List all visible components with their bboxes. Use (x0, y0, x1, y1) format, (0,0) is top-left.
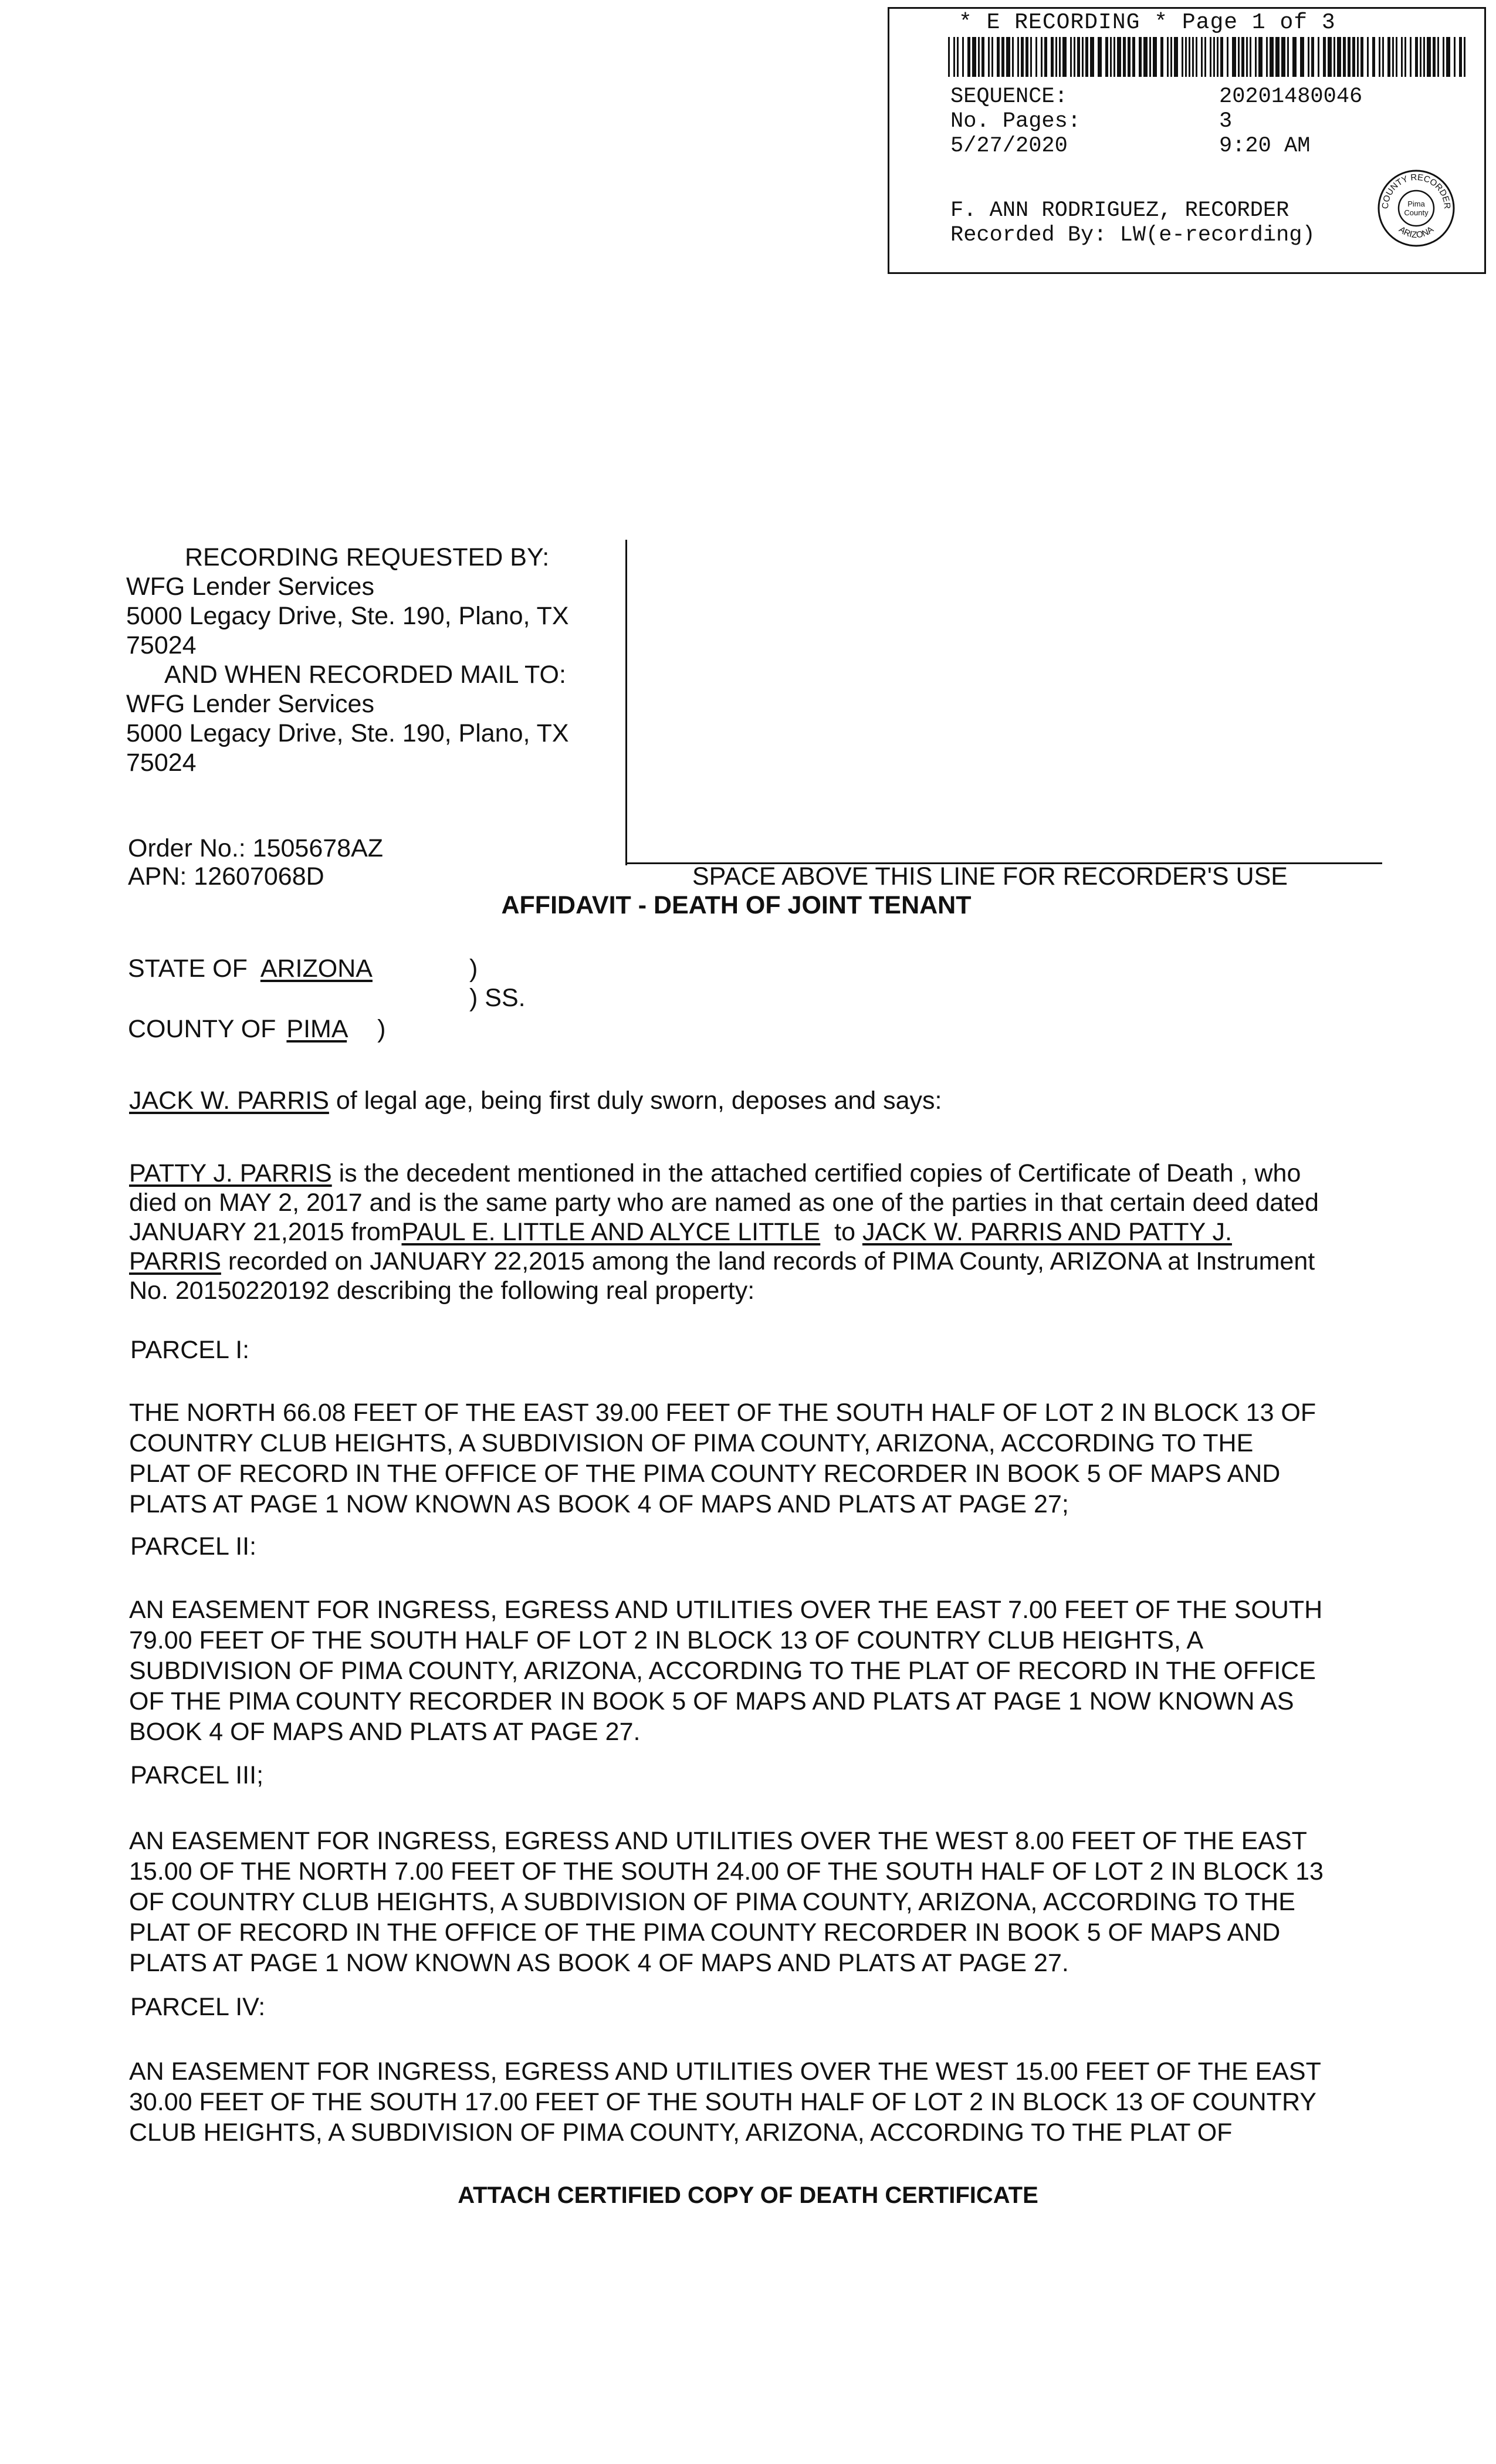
venue-paren-2: ) (377, 1015, 386, 1043)
seal-bottom-text: ARIZONA (1397, 224, 1436, 241)
mail-zip: 75024 (126, 749, 197, 777)
sequence-label: SEQUENCE: (950, 84, 1068, 109)
parcel-line: PLATS AT PAGE 1 NOW KNOWN AS BOOK 4 OF MAPS AND PLATS AT PAGE 27; (129, 1490, 1069, 1518)
requested-by-label: RECORDING REQUESTED BY: (185, 543, 550, 571)
county-value: PIMA (286, 1015, 347, 1043)
parcel-line: PLATS AT PAGE 1 NOW KNOWN AS BOOK 4 OF MAPS AND PLATS AT PAGE 27. (129, 1949, 1069, 1977)
seal-center-2: County (1404, 208, 1429, 217)
decedent-line3-prefix: JANUARY 21,2015 from (129, 1218, 402, 1246)
affiant-name: JACK W. PARRIS (129, 1087, 329, 1115)
parcel-line: COUNTRY CLUB HEIGHTS, A SUBDIVISION OF PIMA COUNTY, ARIZONA, ACCORDING TO THE (129, 1429, 1254, 1457)
venue-ss: ) SS. (469, 984, 526, 1012)
document-title: AFFIDAVIT - DEATH OF JOINT TENANT (501, 891, 972, 919)
decedent-name: PATTY J. PARRIS (129, 1159, 332, 1187)
mail-to-label: AND WHEN RECORDED MAIL TO: (164, 661, 566, 689)
parcel-3-description (129, 1826, 1396, 1978)
order-number: Order No.: 1505678AZ (128, 834, 384, 862)
recorder-box-divider (625, 540, 627, 865)
stamp-header: * E RECORDING * Page 1 of 3 (959, 10, 1336, 35)
sequence-value: 20201480046 (1219, 84, 1363, 109)
record-date: 5/27/2020 (950, 134, 1068, 158)
parcel-2-description (129, 1595, 1396, 1747)
parcel-line: PLAT OF RECORD IN THE OFFICE OF THE PIMA COUNTY RECORDER IN BOOK 5 OF MAPS AND (129, 1460, 1281, 1488)
parcel-line: PLAT OF RECORD IN THE OFFICE OF THE PIMA COUNTY RECORDER IN BOOK 5 OF MAPS AND (129, 1918, 1281, 1947)
recorded-by: Recorded By: LW(e-recording) (950, 223, 1315, 248)
seal-top-text: COUNTY RECORDER (1380, 172, 1453, 209)
parcel-line: AN EASEMENT FOR INGRESS, EGRESS AND UTILITIES OVER THE EAST 7.00 FEET OF THE SOUTH (129, 1596, 1323, 1624)
parcel-line: AN EASEMENT FOR INGRESS, EGRESS AND UTILITIES OVER THE WEST 8.00 FEET OF THE EAST (129, 1827, 1307, 1855)
parcel-line: THE NORTH 66.08 FEET OF THE EAST 39.00 FEET OF THE SOUTH HALF OF LOT 2 IN BLOCK 13 OF (129, 1399, 1316, 1427)
mail-name: WFG Lender Services (126, 690, 374, 718)
decedent-paragraph (129, 1159, 1396, 1305)
parcel-line: SUBDIVISION OF PIMA COUNTY, ARIZONA, ACCORDING TO THE PLAT OF RECORD IN THE OFFICE (129, 1657, 1316, 1685)
parcel-line: CLUB HEIGHTS, A SUBDIVISION OF PIMA COUNTY, ARIZONA, ACCORDING TO THE PLAT OF (129, 2118, 1233, 2147)
county-seal-icon (1375, 167, 1457, 249)
parcel-line: BOOK 4 OF MAPS AND PLATS AT PAGE 27. (129, 1718, 641, 1746)
footer-instruction: ATTACH CERTIFIED COPY OF DEATH CERTIFICATE (458, 2182, 1038, 2208)
seal-center-1: Pima (1407, 199, 1425, 208)
parcel-line: 30.00 FEET OF THE SOUTH 17.00 FEET OF THE SOUTH HALF OF LOT 2 IN BLOCK 13 OF COUNTRY (129, 2088, 1316, 2116)
requested-name: WFG Lender Services (126, 573, 374, 601)
parcel-1-heading: PARCEL I: (130, 1336, 250, 1364)
venue-state (128, 953, 373, 984)
decedent-line1: is the decedent mentioned in the attached certified copies of Certificate of Death , who (331, 1159, 1301, 1187)
venue-county (128, 1014, 385, 1044)
decedent-line2: died on MAY 2, 2017 and is the same party who are named as one of the parties in that certain deed dated (129, 1189, 1319, 1217)
parcel-3-heading: PARCEL III; (130, 1761, 264, 1789)
affiant-text: of legal age, being first duly sworn, deposes and says: (329, 1087, 942, 1115)
grantee-names-cont: PARRIS (129, 1247, 221, 1275)
recording-stamp (888, 7, 1486, 274)
decedent-line5: No. 20150220192 describing the following real property: (129, 1277, 755, 1305)
grantor-names: PAUL E. LITTLE AND ALYCE LITTLE (401, 1218, 821, 1246)
parcel-1-description (129, 1397, 1396, 1519)
decedent-line3-to: to (820, 1218, 862, 1246)
barcode (948, 37, 1470, 77)
record-time: 9:20 AM (1219, 134, 1311, 158)
decedent-line4: recorded on JANUARY 22,2015 among the land records of PIMA County, ARIZONA at Instrument (221, 1247, 1315, 1275)
parcel-line: AN EASEMENT FOR INGRESS, EGRESS AND UTILITIES OVER THE WEST 15.00 FEET OF THE EAST (129, 2057, 1321, 2086)
affiant-statement (129, 1085, 1396, 1116)
pages-value: 3 (1219, 109, 1233, 134)
apn: APN: 12607068D (128, 862, 324, 891)
parcel-2-heading: PARCEL II: (130, 1532, 257, 1561)
svg-text:ARIZONA (1397, 225, 1436, 241)
parcel-line: 79.00 FEET OF THE SOUTH HALF OF LOT 2 IN BLOCK 13 OF COUNTRY CLUB HEIGHTS, A (129, 1626, 1204, 1654)
parcel-line: OF COUNTRY CLUB HEIGHTS, A SUBDIVISION OF PIMA COUNTY, ARIZONA, ACCORDING TO THE (129, 1888, 1295, 1916)
mailing-block (126, 543, 595, 777)
state-value: ARIZONA (260, 955, 373, 983)
requested-zip: 75024 (126, 631, 197, 659)
state-label: STATE OF (128, 955, 248, 983)
parcel-4-heading: PARCEL IV: (130, 1993, 266, 2021)
requested-address: 5000 Legacy Drive, Ste. 190, Plano, TX (126, 602, 569, 630)
county-label: COUNTY OF (128, 1015, 276, 1043)
parcel-line: 15.00 OF THE NORTH 7.00 FEET OF THE SOUTH 24.00 OF THE SOUTH HALF OF LOT 2 IN BLOCK 13 (129, 1857, 1324, 1886)
parcel-4-description (129, 2056, 1396, 2148)
recorder-use-label: SPACE ABOVE THIS LINE FOR RECORDER'S USE (692, 862, 1288, 891)
parcel-line: OF THE PIMA COUNTY RECORDER IN BOOK 5 OF MAPS AND PLATS AT PAGE 1 NOW KNOWN AS (129, 1687, 1294, 1715)
mail-address: 5000 Legacy Drive, Ste. 190, Plano, TX (126, 719, 569, 747)
venue-paren-1: ) (469, 955, 478, 983)
recorder-name: F. ANN RODRIGUEZ, RECORDER (950, 198, 1289, 223)
pages-label: No. Pages: (950, 109, 1081, 134)
grantee-names: JACK W. PARRIS AND PATTY J. (862, 1218, 1232, 1246)
